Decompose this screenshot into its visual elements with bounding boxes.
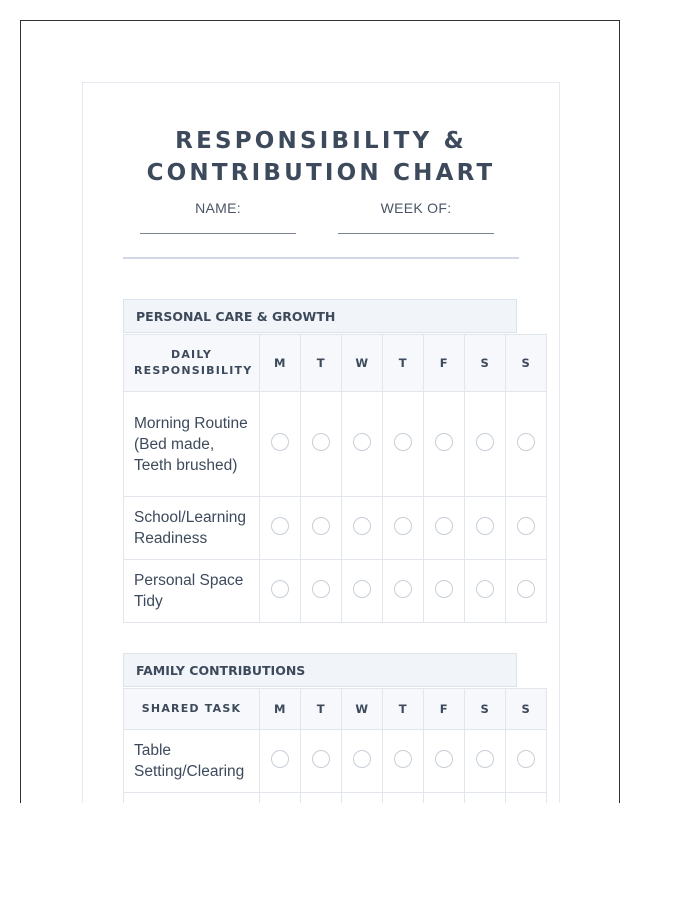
- day-header: T: [383, 335, 424, 392]
- day-header: S: [506, 335, 547, 392]
- day-header: S: [465, 335, 506, 392]
- check-circle[interactable]: [271, 750, 289, 768]
- check-circle[interactable]: [476, 517, 494, 535]
- check-circle[interactable]: [271, 517, 289, 535]
- check-circle[interactable]: [312, 517, 330, 535]
- day-header: W: [342, 335, 383, 392]
- day-header: M: [260, 335, 301, 392]
- check-circle[interactable]: [271, 433, 289, 451]
- day-header: T: [383, 689, 424, 730]
- week-of-field-line[interactable]: [338, 233, 494, 234]
- task-label: School/Learning Readiness: [124, 497, 260, 560]
- check-circle[interactable]: [435, 580, 453, 598]
- day-header: T: [301, 335, 342, 392]
- day-header: F: [424, 335, 465, 392]
- task-label: Personal Space Tidy: [124, 560, 260, 623]
- table-header-row: [124, 335, 547, 392]
- check-circle[interactable]: [394, 433, 412, 451]
- check-circle[interactable]: [353, 433, 371, 451]
- table-row: [124, 560, 547, 623]
- task-label: [124, 793, 260, 804]
- check-circle[interactable]: [435, 433, 453, 451]
- section-title: PERSONAL CARE & GROWTH: [136, 309, 336, 324]
- day-header: F: [424, 689, 465, 730]
- task-label: Morning Routine (Bed made, Teeth brushed): [124, 392, 260, 497]
- name-label: NAME:: [195, 200, 241, 216]
- check-circle[interactable]: [394, 580, 412, 598]
- column-header: DAILY RESPONSIBILITY: [124, 335, 260, 392]
- check-circle[interactable]: [435, 517, 453, 535]
- check-circle[interactable]: [435, 750, 453, 768]
- table-row: [124, 392, 547, 497]
- check-circle[interactable]: [312, 433, 330, 451]
- day-header: M: [260, 689, 301, 730]
- task-label: Table Setting/Clearing: [124, 730, 260, 793]
- check-circle[interactable]: [517, 433, 535, 451]
- chart-title-line-1: RESPONSIBILITY &: [175, 128, 467, 154]
- day-header: S: [465, 689, 506, 730]
- check-circle[interactable]: [394, 517, 412, 535]
- check-circle[interactable]: [271, 580, 289, 598]
- header-divider: [123, 257, 519, 259]
- table-row: [124, 497, 547, 560]
- check-circle[interactable]: [517, 517, 535, 535]
- table-row: [124, 730, 547, 793]
- check-circle[interactable]: [353, 517, 371, 535]
- week-of-label: WEEK OF:: [380, 200, 452, 216]
- day-header: T: [301, 689, 342, 730]
- check-circle[interactable]: [353, 580, 371, 598]
- check-circle[interactable]: [353, 750, 371, 768]
- chart-title-line-2: CONTRIBUTION CHART: [146, 160, 496, 186]
- section-header-personal-care: [123, 299, 517, 333]
- section-header-family-contributions: [123, 653, 517, 687]
- check-circle[interactable]: [476, 750, 494, 768]
- chart-sheet: [82, 82, 560, 803]
- page-frame: [20, 20, 620, 803]
- section-title: FAMILY CONTRIBUTIONS: [136, 663, 306, 678]
- check-circle[interactable]: [476, 433, 494, 451]
- check-circle[interactable]: [394, 750, 412, 768]
- check-circle[interactable]: [476, 580, 494, 598]
- check-circle[interactable]: [312, 750, 330, 768]
- check-circle[interactable]: [517, 580, 535, 598]
- day-header: W: [342, 689, 383, 730]
- day-header: S: [506, 689, 547, 730]
- name-field-line[interactable]: [140, 233, 296, 234]
- column-header: SHARED TASK: [124, 689, 260, 730]
- check-circle[interactable]: [312, 580, 330, 598]
- chart-title: [83, 125, 559, 189]
- personal-care-table: [123, 334, 547, 623]
- check-circle[interactable]: [517, 750, 535, 768]
- family-contributions-table: [123, 688, 547, 803]
- table-row: [124, 793, 547, 804]
- table-header-row: [124, 689, 547, 730]
